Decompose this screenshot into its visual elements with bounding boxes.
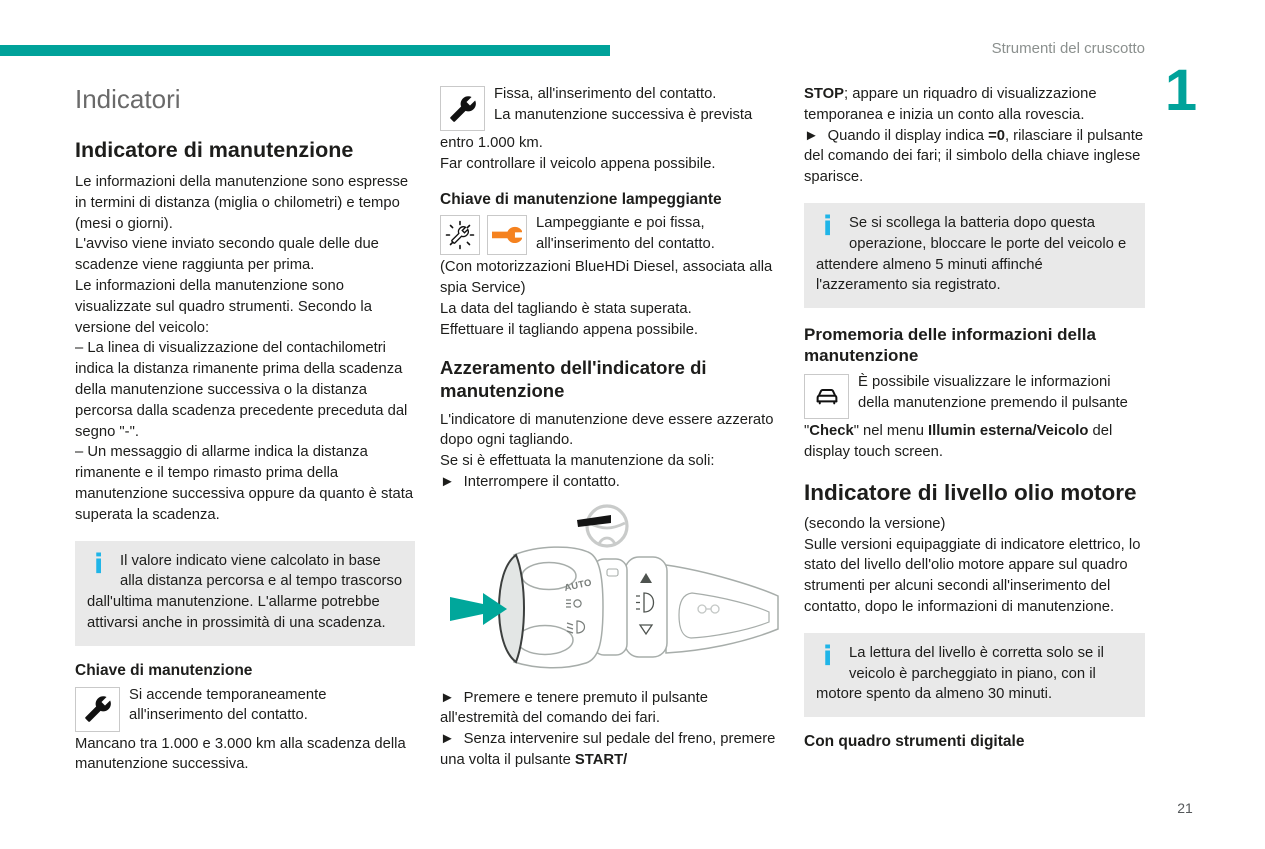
car-icon: [812, 382, 842, 412]
paragraph: L'avviso viene inviato secondo quale delle due scadenze viene raggiunta per prima.: [75, 236, 379, 274]
paragraph: entro 1.000 km.: [440, 135, 543, 151]
paragraph: Se si è effettuata la manutenzione da soli:: [440, 453, 715, 470]
paragraph: [804, 421, 1145, 463]
step-item: [440, 688, 780, 730]
step-text: Quando il display indica: [827, 127, 989, 144]
text: del display touch screen.: [804, 423, 1113, 460]
bold-text: START/: [574, 751, 628, 768]
page-title: Indicatori: [75, 84, 181, 114]
column-middle: [440, 84, 780, 771]
column-left: [75, 84, 415, 775]
caption-line: È possibile visualizzare le informazioni: [858, 374, 1111, 391]
caption-line: all'inserimento del contatto.: [129, 707, 308, 724]
column-right: [804, 84, 1145, 756]
caption-line: Lampeggiante e poi fissa,: [536, 215, 705, 232]
light-stalk-illustration: [440, 499, 780, 684]
text: ": [804, 423, 810, 440]
paragraph: Mancano tra 1.000 e 3.000 km alla scadenza della manutenzione successiva.: [75, 735, 406, 773]
bold-text: STOP: [804, 86, 845, 102]
bold-text: Check: [809, 423, 854, 440]
icon-caption: [494, 84, 780, 126]
step-arrow-icon: ►: [440, 731, 455, 748]
wrench-icon: [75, 687, 120, 732]
stalk-auto-label: AUTO: [563, 577, 593, 594]
accent-bar: [0, 45, 610, 56]
info-note: [75, 541, 415, 646]
caption-line: all'inserimento del contatto.: [536, 236, 715, 253]
info-note: [804, 633, 1145, 717]
car-icon: [804, 374, 849, 419]
caption-line: della manutenzione premendo il pulsante: [858, 394, 1128, 411]
info-note-text: Se si scollega la batteria dopo questa operazione, bloccare le porte del veicolo e attendere almeno 5 minuti affinché l'azzeramento sia registrato.: [816, 214, 1127, 294]
icon-caption: [129, 685, 415, 727]
paragraph: Sulle versioni equipaggiate di indicatore elettrico, lo stato del livello dell'olio motore appare sul quadro strumenti per alcuni secondi all'inserimento del contatto, dopo le informazioni di manutenzione.: [804, 536, 1141, 615]
light-stalk-illustration: [440, 499, 780, 677]
paragraph: (Con motorizzazioni BlueHDi Diesel, associata alla spia Service): [440, 259, 773, 297]
step-arrow-icon: ►: [804, 127, 819, 144]
section-heading-olio: Indicatore di livello olio motore: [804, 479, 1137, 505]
info-icon: i: [94, 548, 104, 580]
wrench-icon: [449, 95, 477, 123]
step-text: Senza intervenire sul pedale del freno, premere una volta il pulsante: [440, 731, 776, 768]
step-item: [804, 126, 1145, 188]
subheading-quadro-digitale: Con quadro strumenti digitale: [804, 733, 1025, 751]
paragraph: L'indicatore di manutenzione deve essere azzerato dopo ogni tagliando.: [440, 411, 774, 449]
step-arrow-icon: ►: [440, 473, 455, 490]
subheading-lampeggiante: Chiave di manutenzione lampeggiante: [440, 190, 722, 208]
list-item: – La linea di visualizzazione del contachilometri indica la distanza rimanente prima della scadenza della manutenzione successiva o la distanza percorsa dalla scadenza precedente preceduta dal segno "-".: [75, 340, 408, 440]
step-arrow-icon: ►: [440, 689, 455, 706]
subheading-chiave: Chiave di manutenzione: [75, 661, 253, 679]
caption-line: Si accende temporaneamente: [129, 686, 327, 703]
wrench-icon: [440, 86, 485, 131]
info-icon: i: [823, 210, 833, 242]
list-item: – Un messaggio di allarme indica la distanza rimanente e il tempo rimasto prima della manutenzione successiva oppure da quanto è stata superata la scadenza.: [75, 444, 414, 523]
info-icon: i: [823, 640, 833, 672]
icon-caption: [536, 213, 780, 255]
section-heading-promemoria: Promemoria delle informazioni della manutenzione: [804, 325, 1096, 366]
orange-wrench-icon: [492, 220, 522, 250]
paragraph: Far controllare il veicolo appena possibile.: [440, 155, 716, 172]
step-item: [440, 472, 780, 493]
step-text: Premere e tenere premuto il pulsante all'estremità del comando dei fari.: [440, 689, 708, 727]
section-heading-manutenzione: Indicatore di manutenzione: [75, 138, 354, 162]
section-heading-azzeramento: Azzeramento dell'indicatore di manutenzione: [440, 356, 707, 401]
paragraph: Le informazioni della manutenzione sono espresse in termini di distanza (miglia o chilometri) e tempo (mesi o giorni).: [75, 174, 409, 232]
page-number: 21: [1177, 800, 1193, 816]
text: " nel menu: [853, 423, 929, 440]
text: ; appare un riquadro di visualizzazione temporanea e inizia un conto alla rovescia.: [804, 86, 1097, 123]
info-note-text: La lettura del livello è corretta solo se il veicolo è parcheggiato in piano, con il motore spento da almeno 30 minuti.: [816, 644, 1104, 703]
info-note: [804, 203, 1145, 308]
caption-line: La manutenzione successiva è prevista: [494, 106, 753, 123]
steering-wheel-icon: [587, 506, 627, 546]
step-text: Interrompere il contatto.: [463, 473, 620, 490]
bold-text: Illumin esterna/Veicolo: [928, 423, 1089, 440]
step-text: , rilasciare il pulsante del comando dei fari; il simbolo della chiave inglese sparisce.: [804, 127, 1144, 186]
info-note-text: Il valore indicato viene calcolato in base alla distanza percorsa e al tempo trascorso dall'ultima manutenzione. L'allarme potrebbe attivarsi anche in prossimità di una scadenza.: [87, 552, 403, 631]
running-header: Strumenti del cruscotto: [991, 40, 1145, 57]
bold-text: =0: [988, 127, 1005, 144]
paragraph: [804, 84, 1145, 126]
paragraph: La data del tagliando è stata superata.: [440, 300, 692, 317]
icon-caption: [858, 372, 1145, 414]
flashing-wrench-icon: [444, 219, 476, 251]
icon-pair: [440, 215, 527, 255]
paragraph: Effettuare il tagliando appena possibile.: [440, 321, 699, 338]
chapter-number: 1: [1164, 58, 1198, 123]
wrench-icon: [84, 695, 112, 723]
paragraph: (secondo la versione): [804, 515, 946, 532]
step-item: [440, 729, 780, 771]
caption-line: Fissa, all'inserimento del contatto.: [494, 86, 717, 102]
orange-wrench-icon: [487, 215, 527, 255]
flashing-wrench-icon: [440, 215, 480, 255]
paragraph: Le informazioni della manutenzione sono visualizzate sul quadro strumenti. Secondo la versione del veicolo:: [75, 277, 372, 336]
